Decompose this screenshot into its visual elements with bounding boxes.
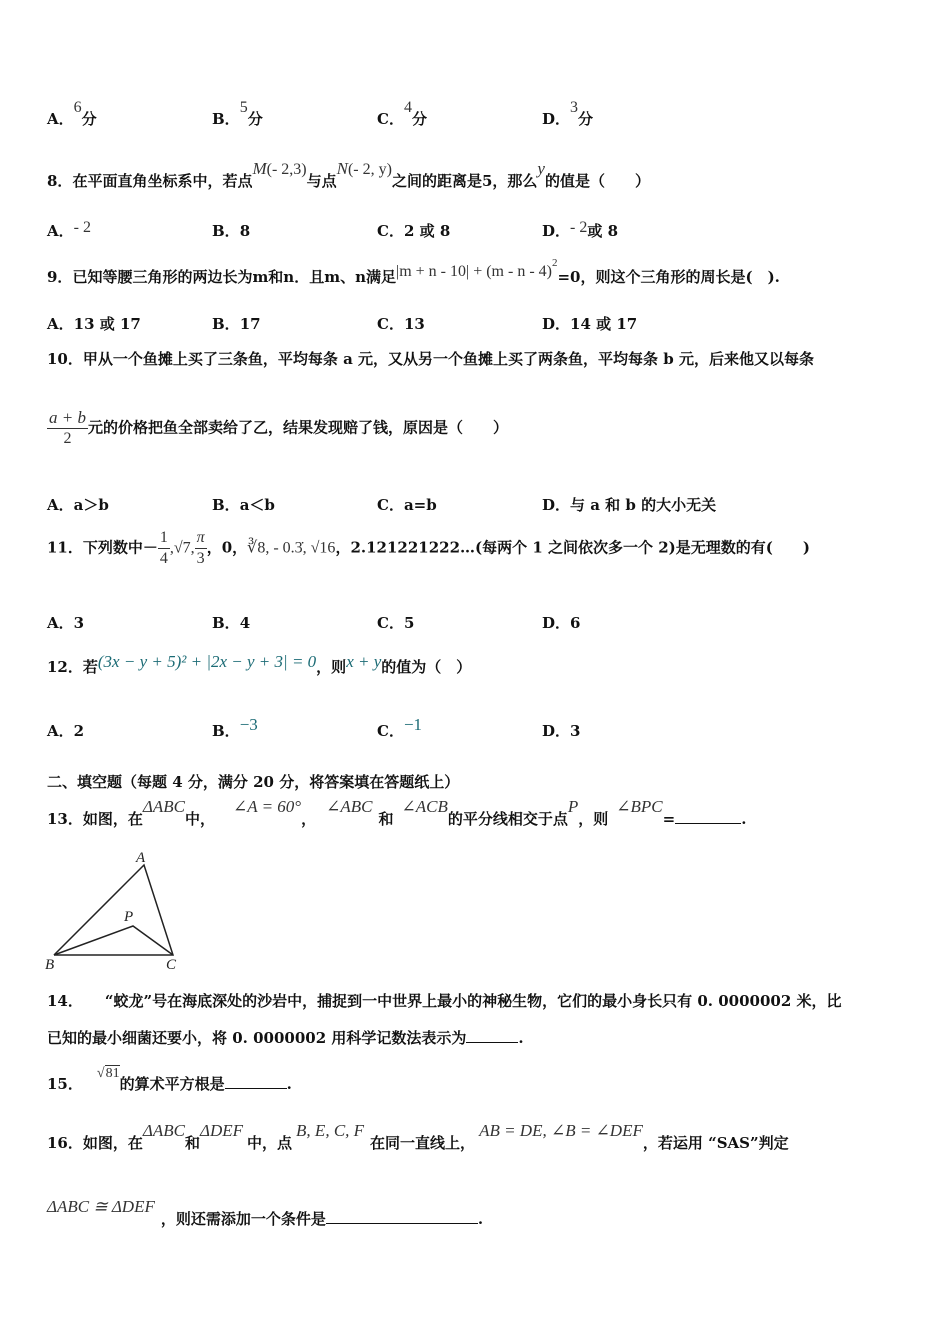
label-a: A: [136, 850, 146, 866]
q7-option-a[interactable]: A．6分: [47, 99, 97, 128]
question-14: 14． “蛟龙”号在海底深处的沙岩中，捕捉到一中世界上最小的神秘生物，它们的最小身长只有 0. 0000002 米，比: [47, 992, 842, 1010]
q14-answer-blank[interactable]: [466, 1028, 518, 1043]
label-b: B: [45, 957, 55, 973]
q10-option-a[interactable]: A．a＞b: [47, 496, 109, 514]
question-8: 8．在平面直角坐标系中，若点M(- 2,3)与点N(- 2, y)之间的距离是5，那么y的值是（ ）: [47, 159, 650, 190]
fraction-one-quarter: $\frac{1}{4}$: [159, 529, 168, 567]
q10-option-b[interactable]: B．a＜b: [212, 496, 275, 514]
sqrt-81: √81: [96, 1066, 120, 1081]
q15-answer-blank[interactable]: [225, 1074, 287, 1089]
q12-option-c[interactable]: C．−1: [377, 715, 423, 740]
question-11: 11．下列数中－ $\frac{1}{4}$ ,√7, $\frac{\pi}{3}$ ，0，∛8, - 0.3̇, √16，2.121221222…(每两个 1 之间依次多一个 2)是无理数的有( ): [47, 529, 810, 567]
q11-option-c[interactable]: C．5: [377, 614, 415, 632]
q9-option-c[interactable]: C．13: [377, 315, 425, 333]
question-14-line-2: 已知的最小细菌还要小，将 0. 0000002 用科学记数法表示为 .: [47, 1029, 524, 1047]
q10-option-c[interactable]: C．a=b: [377, 496, 437, 514]
label-c: C: [166, 957, 177, 973]
q16-answer-blank[interactable]: [326, 1209, 478, 1224]
q13-answer-blank[interactable]: [675, 809, 741, 824]
q8-option-c[interactable]: C．2 或 8: [377, 222, 451, 240]
label-p: P: [124, 909, 134, 925]
q8-option-d[interactable]: D．- 2或 8: [542, 219, 619, 240]
question-15: 15．√81的算术平方根是 .: [47, 1066, 292, 1093]
fraction-pi-over-3: $\frac{\pi}{3}$: [196, 529, 205, 567]
q12-option-b[interactable]: B．−3: [212, 715, 258, 740]
q12-option-d[interactable]: D．3: [542, 722, 581, 740]
q10-option-d[interactable]: D．与 a 和 b 的大小无关: [542, 496, 717, 514]
q12-option-a[interactable]: A．2: [47, 722, 85, 740]
q9-option-a[interactable]: A．13 或 17: [47, 315, 141, 333]
question-10: 10．甲从一个鱼摊上买了三条鱼，平均每条 a 元，又从另一个鱼摊上买了两条鱼，平均每条 b 元，后来他又以每条: [47, 350, 814, 368]
q8-option-b[interactable]: B．8: [212, 222, 251, 240]
q11-option-b[interactable]: B．4: [212, 614, 251, 632]
q8-option-a[interactable]: A．- 2: [47, 219, 91, 240]
triangle-figure: [40, 845, 190, 975]
section-heading-fill-in: 二、填空题（每题 4 分，满分 20 分，将答案填在答题纸上）: [47, 773, 460, 791]
q7-option-c[interactable]: C．4分: [377, 99, 427, 128]
q9-option-b[interactable]: B．17: [212, 315, 261, 333]
question-9: 9．已知等腰三角形的两边长为m和n．且m、n满足|m + n - 10| + (m - n - 4)$^2$=0，则这个三角形的周长是( ).: [47, 257, 780, 286]
q11-option-a[interactable]: A．3: [47, 614, 85, 632]
question-10-line-2: $\frac{a + b}{2}$ 元的价格把鱼全部卖给了乙，结果发现赔了钱，原因是（ ）: [49, 408, 508, 447]
question-12: 12．若(3x − y + 5)² + |2x − y + 3| = 0，则x + y的值为（ ）: [47, 652, 472, 676]
q9-option-d[interactable]: D．14 或 17: [542, 315, 638, 333]
question-16: 16．如图，在ΔABC和ΔDEF中，点B, E, C, F在同一直线上，AB = DE, ∠B = ∠DEF，若运用 “SAS”判定: [47, 1121, 789, 1152]
q7-option-d[interactable]: D．3分: [542, 99, 594, 128]
question-16-line-2: ΔABC ≅ ΔDEF，则还需添加一个条件是 .: [47, 1197, 484, 1228]
q7-option-b[interactable]: B．5分: [212, 99, 263, 128]
question-13: 13．如图，在ΔABC中，∠A = 60°，∠ABC和∠ACB的平分线相交于点P，则∠BPC= .: [47, 797, 747, 828]
q11-option-d[interactable]: D．6: [542, 614, 581, 632]
bisector-lines: [54, 926, 173, 955]
fraction-a-plus-b-over-2: $\frac{a + b}{2}$: [49, 408, 86, 447]
